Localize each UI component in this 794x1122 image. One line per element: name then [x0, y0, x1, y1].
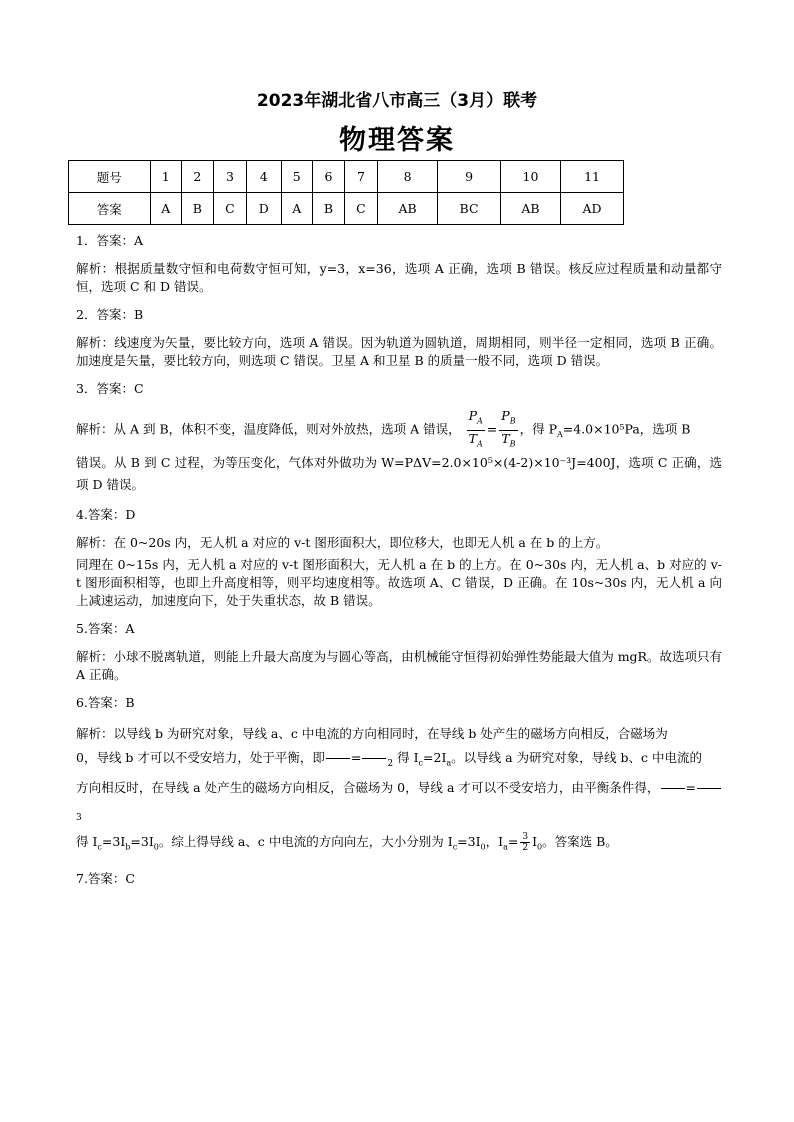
q6-line4h: I: [532, 834, 538, 849]
q6-line4g: =: [507, 834, 519, 849]
q6-line4d: 。综上得导线 a、c 中电流的方向向左，大小分别为 I: [158, 834, 453, 849]
pressure-temperature-fraction-a: [467, 408, 485, 452]
answer-cell: B: [312, 193, 344, 225]
q3-text-d: 错误。从 B 到 C 过程，为等压变化，气体对外做功为 W=PΔV=2.0×10⁵×(4-2)×10⁻³J=400J，选项 C 正确，选项 D 错误。: [76, 455, 722, 492]
q6-line2c: =2I: [423, 750, 447, 765]
answer-cell: AD: [561, 193, 624, 225]
subscript: 0: [153, 842, 159, 852]
q6-line2a: 0，导线 b 才可以不受安培力，处于平衡，即: [76, 750, 325, 765]
three-halves-fraction: [520, 832, 530, 853]
subscript: b: [125, 842, 131, 852]
q3-text-b: ，得 P: [519, 421, 557, 437]
q6-explanation: [76, 722, 722, 860]
frac-subscript: B: [509, 416, 516, 426]
question-number: 8: [378, 161, 438, 193]
frac-num: 3: [522, 832, 529, 842]
q2-answer: 2．答案：B: [76, 307, 144, 322]
answer-cell: A: [281, 193, 312, 225]
pressure-temperature-fraction-b: [499, 408, 517, 452]
subscript: c: [452, 842, 458, 852]
q6-line3a: 方向相反时，在导线 a 处产生的磁场方向相反，合磁场为 0，导线 a 才可以不受安培力，由平衡条件得，: [76, 780, 660, 795]
table-row-label: 答案: [69, 193, 151, 225]
answer-cell: A: [150, 193, 181, 225]
answer-cell: AB: [500, 193, 560, 225]
subject-title: 物理答案: [339, 125, 455, 156]
q6-num3: 3: [76, 813, 82, 823]
q6-line4e: =3I: [457, 834, 481, 849]
answer-content: [76, 230, 722, 898]
q3-text-a: 解析：从 A 到 B，体积不变，温度降低，则对外放热，选项 A 错误，: [76, 421, 461, 437]
q1-explanation: 解析：根据质量数守恒和电荷数守恒可知，y=3，x=36，选项 A 正确，选项 B 错误。核反应过程质量和动量都守恒，选项 C 和 D 错误。: [76, 261, 722, 294]
question-number: 5: [281, 161, 312, 193]
table-row-label: 题号: [69, 161, 151, 193]
question-number: 7: [344, 161, 377, 193]
formula-blank: [697, 788, 721, 789]
frac-symbol: T: [468, 430, 477, 446]
question-number: 2: [181, 161, 213, 193]
question-number: 3: [213, 161, 246, 193]
q6-line2d: 。以导线 a 为研究对象，导线 b、c 中电流的: [451, 750, 703, 765]
q5-answer: 5.答案：A: [76, 621, 135, 636]
formula-blank: [326, 758, 350, 759]
frac-subscript: B: [509, 439, 516, 448]
q4-explanation-1: 解析：在 0~20s 内，无人机 a 对应的 v-t 图形面积大，即位移大，也即无人机 a 在 b 的上方。: [76, 535, 609, 550]
answer-cell: BC: [438, 193, 501, 225]
answer-cell: B: [181, 193, 213, 225]
subscript: c: [97, 842, 102, 852]
question-number: 6: [312, 161, 344, 193]
frac-subscript: A: [477, 416, 483, 426]
q6-line4a: 得 I: [76, 834, 98, 849]
q3-explanation: 解析：从 A 到 B，体积不变，温度降低，则对外放热，选项 A 错误， $\frac{P_A}{T_A}$ = $\frac{P_B}{T_B}$ ，得 $P_A=4.0\times 10^5Pa$，选项 B 错误。从 B 到 C 过程，为等压变化，气体对外做功为 W=PΔV=2.0×10⁵×(4-2)×10⁻³J=400J，选项 C 正确，选项 D 错误。: [76, 408, 722, 492]
q2-explanation: 解析：线速度为矢量，要比较方向，选项 A 错误。因为轨道为圆轨道，周期相同，则半径一定相同，选项 B 正确。加速度是矢量，要比较方向，则选项 C 错误。卫星 A 和卫星 B 的质量一般不同，选项 D 错误。: [76, 335, 722, 368]
q1-answer: 1．答案：A: [76, 233, 143, 248]
q6-eq: =: [350, 750, 362, 765]
subscript: a: [446, 758, 452, 768]
question-number: 1: [150, 161, 181, 193]
q3-subscript: A: [556, 430, 563, 439]
formula-blank: [362, 758, 386, 759]
frac-symbol: P: [501, 408, 510, 423]
q6-line4c: =3I: [130, 834, 154, 849]
answer-row: [69, 193, 624, 225]
q6-line4f: ，I: [485, 834, 504, 849]
answer-table: [68, 160, 624, 225]
q6-num2: 2: [387, 759, 394, 769]
subscript: 0: [480, 842, 486, 852]
q6-line4i: 。答案选 B。: [542, 834, 618, 849]
answer-cell: D: [246, 193, 281, 225]
answer-cell: C: [344, 193, 377, 225]
question-number: 11: [561, 161, 624, 193]
question-number-row: [69, 161, 624, 193]
question-number: 9: [438, 161, 501, 193]
frac-den: 2: [522, 843, 529, 853]
frac-subscript: A: [476, 439, 483, 448]
frac-symbol: T: [501, 430, 510, 446]
exam-title: 2023年湖北省八市高三（3月）联考: [256, 91, 538, 111]
q3-text-c: =4.0×10⁵Pa，选项 B: [562, 421, 691, 437]
q4-explanation-2: 同理在 0~15s 内，无人机 a 对应的 v-t 图形面积大，无人机 a 在 b 的上方。在 0~30s 内，无人机 a、b 对应的 v-t 图形面积相等，也即上升高度相等，则平均速度相等。故选项 A、C 错误，D 正确。在 10s~30s 内，无人机 a 向上减速运动，加速度向下，处于失重状态，故 B 错误。: [76, 557, 722, 608]
question-number: 10: [500, 161, 560, 193]
q5-explanation: 解析：小球不脱离轨道，则能上升最大高度为与圆心等高，由机械能守恒得初始弹性势能最大值为 mgR。故选项只有 A 正确。: [76, 649, 722, 682]
answer-cell: C: [213, 193, 246, 225]
subscript: a: [503, 842, 508, 852]
subscript: c: [418, 758, 424, 768]
q6-answer: 6.答案：B: [76, 695, 135, 710]
q6-line1: 解析：以导线 b 为研究对象，导线 a、c 中电流的方向相同时，在导线 b 处产生的磁场方向相反，合磁场为: [76, 726, 668, 741]
q4-answer: 4.答案：D: [76, 507, 136, 522]
answer-cell: AB: [378, 193, 438, 225]
q6-line4b: =3I: [101, 834, 126, 849]
q6-eq: =: [685, 780, 696, 795]
q7-answer: 7.答案：C: [76, 870, 135, 886]
question-number: 4: [246, 161, 281, 193]
q3-answer: 3．答案：C: [76, 381, 144, 396]
formula-blank: [661, 788, 685, 789]
frac-symbol: P: [468, 408, 478, 423]
subscript: 0: [537, 842, 543, 852]
q6-line2b: 得 I: [397, 750, 419, 765]
